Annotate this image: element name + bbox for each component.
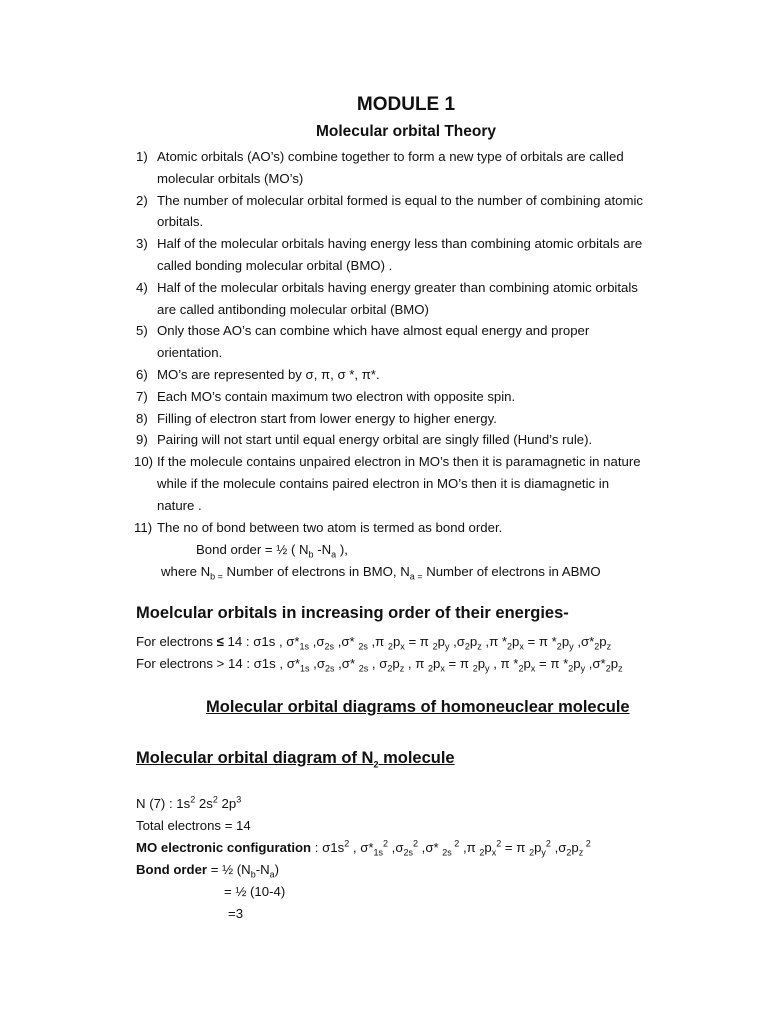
list-item (136, 190, 696, 234)
list-item (136, 277, 696, 321)
theory-points-list (136, 146, 696, 538)
list-item-number: 5) (136, 323, 148, 339)
bond-order-calculation: Bond order = ½ $(N_b-N_a)$ (136, 862, 280, 880)
list-item-line: Half of the molecular orbitals having energy greater than combining atomic orbitals (157, 279, 638, 295)
list-item-line: If the molecule contains unpaired electron in MO’s then it is paramagnetic in nature (157, 454, 641, 470)
homonuclear-heading: Molecular orbital diagrams of homoneuclear molecule (206, 698, 630, 716)
list-item-number: 2) (136, 192, 148, 208)
list-item-number: 9) (136, 432, 148, 448)
list-item (136, 517, 696, 539)
energy-order-line-gt14: For electrons > 14 : σ1s , $\sigma*_{1s}$ $,\sigma_{2s}$ ,σ* $_{2s}$ , $\sigma_2p_z$ , π $_2p_x = \pi$ $_2p_y$ , π $*_2p_x = \pi$ $*_2p_y$ $,\sigma*_2p_z$ (136, 656, 623, 674)
list-item-number: 1) (136, 149, 148, 164)
list-item-number: 11) (134, 519, 153, 535)
list-item (136, 233, 696, 277)
n2-diagram-heading: Molecular orbital diagram of $N_2$ molecule (136, 749, 455, 770)
list-item (136, 451, 696, 516)
list-item-line: Only those AO’s can combine which have almost equal energy and proper (157, 323, 590, 339)
list-item-line: Filling of electron start from lower energy to higher energy. (157, 410, 497, 426)
list-item-line: called bonding molecular orbital (BMO) . (157, 257, 393, 273)
list-item-line: Atomic orbitals (AO’s) combine together to form a new type of orbitals are called (157, 149, 624, 164)
list-item-line: molecular orbitals (MO’s) (157, 170, 304, 186)
list-item (136, 386, 696, 408)
bond-order-result: =3 (228, 906, 244, 921)
list-item-line: nature . (157, 497, 202, 513)
energy-order-heading: Moelcular orbitals in increasing order of their energies- (136, 604, 569, 622)
list-item-number: 7) (136, 388, 148, 404)
bond-order-step: = ½ (10-4) (224, 884, 286, 899)
total-electrons: Total electrons = 14 (136, 818, 251, 833)
n-electron-config: N (7) : $1s^2$ $2s^2$ $2p^3$ (136, 794, 242, 811)
list-item-line: Each MO’s contain maximum two electron with opposite spin. (157, 388, 516, 404)
list-item-number: 6) (136, 366, 148, 382)
list-item-line: The no of bond between two atom is termed as bond order. (157, 519, 503, 535)
list-item-line: orbitals. (157, 214, 204, 230)
list-item (136, 429, 696, 451)
bond-order-formula: Bond order = ½ ( $N_b$ $-N_a$ ), (196, 542, 348, 560)
list-item-number: 3) (136, 236, 148, 252)
page-title: MODULE 1 (356, 94, 456, 115)
list-item-line: The number of molecular orbital formed is equal to the number of combining atomic (157, 192, 643, 208)
list-item (136, 408, 696, 430)
list-item-number: 10) (134, 454, 154, 470)
bond-order-definitions: where $N_{b =}$ Number of electrons in BMO, $N_{a =}$ Number of electrons in ABMO (161, 564, 601, 582)
list-item-line: MO’s are represented by σ, π, σ *, π*. (157, 366, 380, 382)
list-item-line: are called antibonding molecular orbital (BMO) (157, 301, 429, 317)
list-item-number: 4) (136, 279, 148, 295)
list-item (136, 146, 696, 190)
list-item (136, 364, 696, 386)
energy-order-line-le14: For electrons ≤ 14 : σ1s , $\sigma*_{1s}$ $,\sigma_{2s}$ ,σ* $_{2s}$ ,π $_2p_x = \pi$ $_2p_y$ $,\sigma_2p_z$ ,π $*_2p_x = \pi$ $*_2p_y$ $,\sigma*_2p_z$ (136, 634, 612, 652)
mo-electronic-configuration: MO electronic configuration : $\sigma 1s^2$ , $\sigma*_{1s}^2$ $,\sigma_{2s}^2$ ,σ* $_{2s}$ $^2$ ,π $_2p_x^2 = \pi$ $_2p_y^2$ $,\sigma_2p_z$ $^2$ (136, 838, 591, 858)
list-item-line: Half of the molecular orbitals having energy less than combining atomic orbitals are (157, 236, 643, 252)
list-item-line: while if the molecule contains paired electron in MO’s then it is diamagnetic in (157, 475, 610, 491)
list-item (136, 320, 696, 364)
list-item-number: 8) (136, 410, 148, 426)
list-item-line: orientation. (157, 345, 223, 361)
list-item-line: Pairing will not start until equal energy orbital are singly filled (Hund’s rule). (157, 432, 593, 448)
page-subtitle: Molecular orbital Theory (315, 123, 496, 140)
